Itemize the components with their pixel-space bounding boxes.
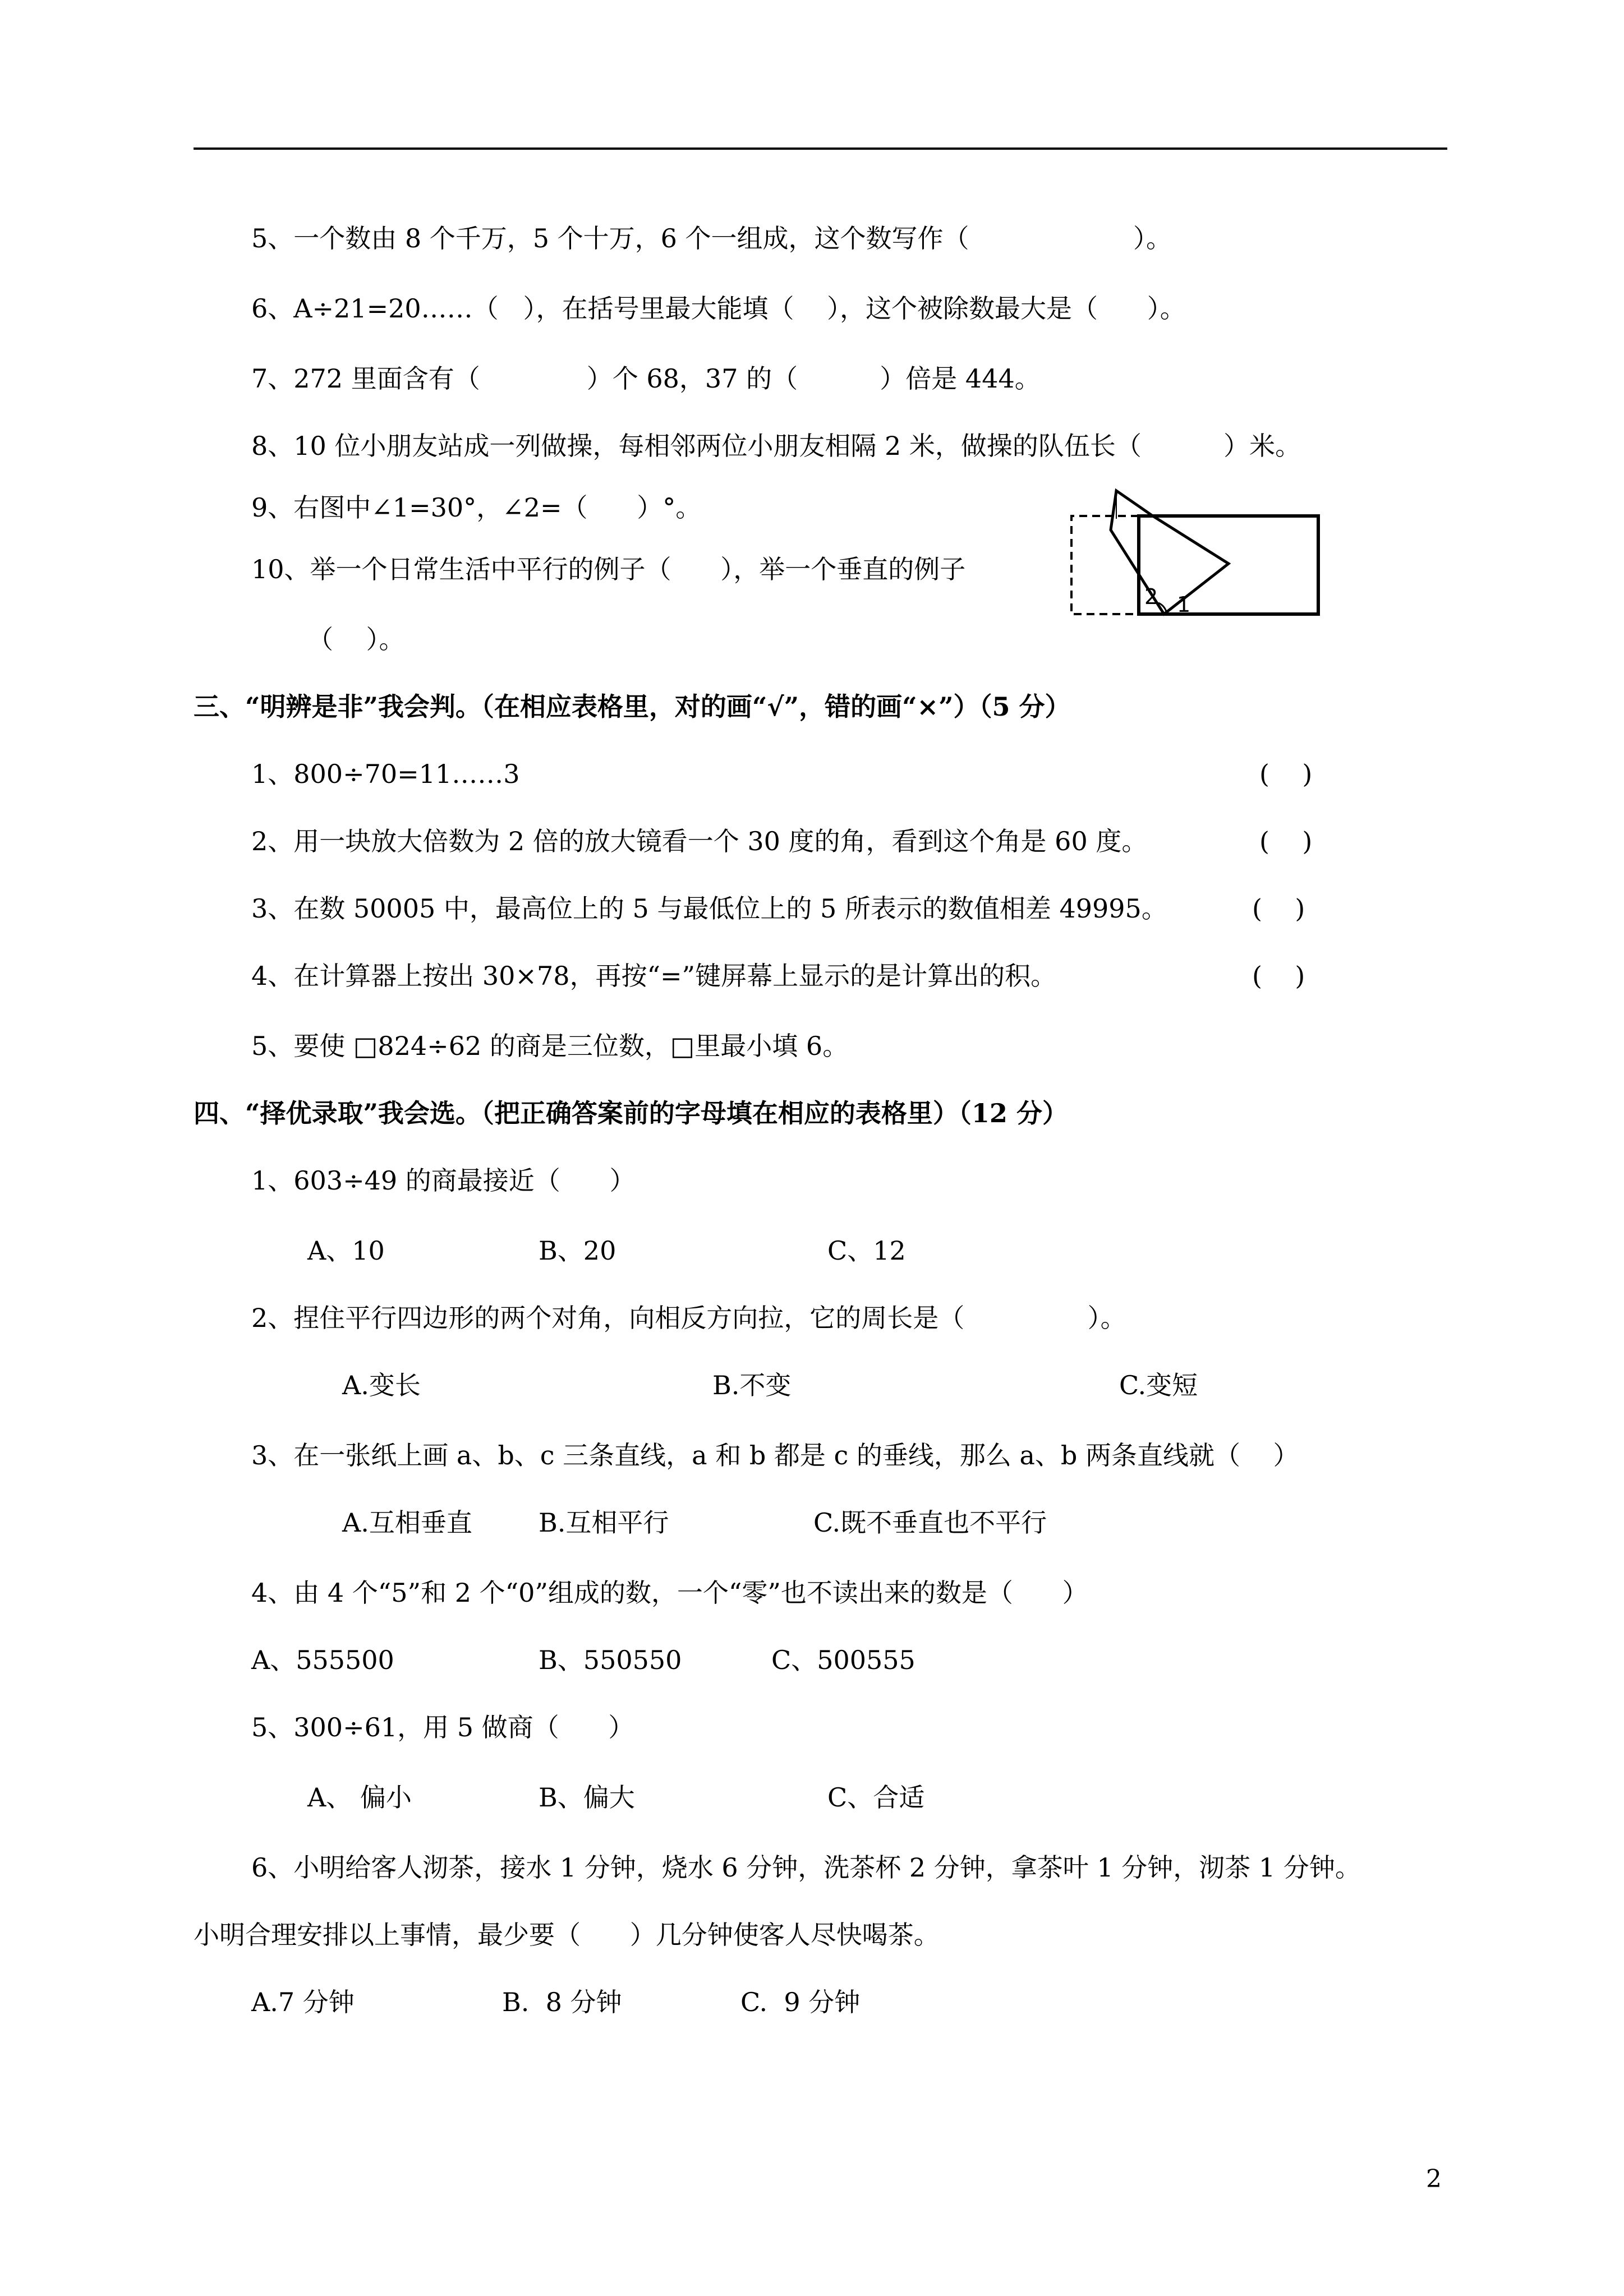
choice-3-option-c: C.既不垂直也不平行	[813, 1507, 1047, 1538]
choice-2-option-b: B.不变	[712, 1370, 792, 1400]
question-8: 8、10 位小朋友站成一列做操，每相邻两位小朋友相隔 2 米，做操的队伍长（ ）米。	[251, 431, 1301, 461]
judge-1-parens: ( )	[1259, 759, 1313, 789]
choice-5: 5、300÷61，用 5 做商（ ）	[251, 1712, 634, 1742]
choice-4-option-c: C、500555	[771, 1645, 915, 1675]
choice-5-option-a: A、 偏小	[307, 1782, 412, 1813]
figure-dashed-outline	[1071, 516, 1139, 614]
section-3-heading: 三、“明辨是非”我会判。（在相应表格里，对的画“√”，错的画“×”）（5 分）	[194, 691, 1071, 722]
choice-6: 6、小明给客人沏茶，接水 1 分钟，烧水 6 分钟，洗茶杯 2 分钟，拿茶叶 1 分钟，沏茶 1 分钟。	[251, 1852, 1361, 1883]
figure-folded-corner	[1111, 491, 1229, 614]
choice-6-option-a: A.7 分钟	[251, 1987, 355, 2017]
choice-6-option-b: B. 8 分钟	[502, 1987, 622, 2017]
angle-1-label: 1	[1177, 592, 1191, 617]
question-5: 5、一个数由 8 个千万，5 个十万，6 个一组成，这个数写作（ ）。	[251, 223, 1172, 253]
question-9: 9、右图中∠1=30°，∠2=（ ）°。	[251, 492, 702, 523]
question-7: 7、272 里面含有（ ）个 68，37 的（ ）倍是 444。	[251, 363, 1041, 394]
page-number: 2	[1426, 2165, 1442, 2193]
choice-4: 4、由 4 个“5”和 2 个“0”组成的数，一个“零”也不读出来的数是（ ）	[251, 1578, 1088, 1608]
choice-1: 1、603÷49 的商最接近（ ）	[251, 1165, 636, 1196]
choice-3-option-b: B.互相平行	[539, 1507, 669, 1538]
choice-6-continuation: 小明合理安排以上事情，最少要（ ）几分钟使客人尽快喝茶。	[194, 1920, 940, 1950]
judge-4: 4、在计算器上按出 30×78，再按“=”键屏幕上显示的是计算出的积。	[251, 961, 1057, 991]
judge-5: 5、要使 □824÷62 的商是三位数，□里最小填 6。	[251, 1031, 849, 1061]
choice-3-option-a: A.互相垂直	[342, 1507, 472, 1538]
angle-figure	[1060, 485, 1329, 620]
choice-5-option-b: B、偏大	[539, 1782, 635, 1813]
angle-2-label: 2	[1144, 584, 1158, 609]
question-10-continuation: （ ）。	[307, 624, 405, 654]
judge-2: 2、用一块放大倍数为 2 倍的放大镜看一个 30 度的角，看到这个角是 60 度。	[251, 826, 1148, 856]
choice-1-option-a: A、10	[307, 1235, 385, 1266]
judge-4-parens: ( )	[1252, 961, 1305, 991]
choice-4-option-a: A、555500	[251, 1645, 394, 1675]
judge-3: 3、在数 50005 中，最高位上的 5 与最低位上的 5 所表示的数值相差 49995。	[251, 893, 1167, 924]
choice-1-option-c: C、12	[827, 1235, 906, 1266]
judge-3-parens: ( )	[1252, 893, 1305, 924]
question-10: 10、举一个日常生活中平行的例子（ ），举一个垂直的例子	[251, 554, 966, 584]
section-4-heading: 四、“择优录取”我会选。（把正确答案前的字母填在相应的表格里）（12 分）	[194, 1098, 1068, 1128]
choice-6-option-c: C. 9 分钟	[740, 1987, 861, 2017]
choice-4-option-b: B、550550	[539, 1645, 682, 1675]
judge-2-parens: ( )	[1259, 826, 1313, 856]
choice-3: 3、在一张纸上画 a、b、c 三条直线，a 和 b 都是 c 的垂线，那么 a、b 两条直线就（ ）	[251, 1440, 1299, 1470]
choice-2: 2、捏住平行四边形的两个对角，向相反方向拉，它的周长是（ ）。	[251, 1303, 1126, 1333]
header-rule	[194, 147, 1447, 150]
question-6: 6、A÷21=20……（ ），在括号里最大能填（ ），这个被除数最大是（ ）。	[251, 293, 1186, 324]
choice-5-option-c: C、合适	[827, 1782, 925, 1813]
choice-2-option-a: A.变长	[342, 1370, 421, 1400]
judge-1: 1、800÷70=11……3	[251, 759, 520, 789]
choice-2-option-c: C.变短	[1119, 1370, 1198, 1400]
choice-1-option-b: B、20	[539, 1235, 617, 1266]
